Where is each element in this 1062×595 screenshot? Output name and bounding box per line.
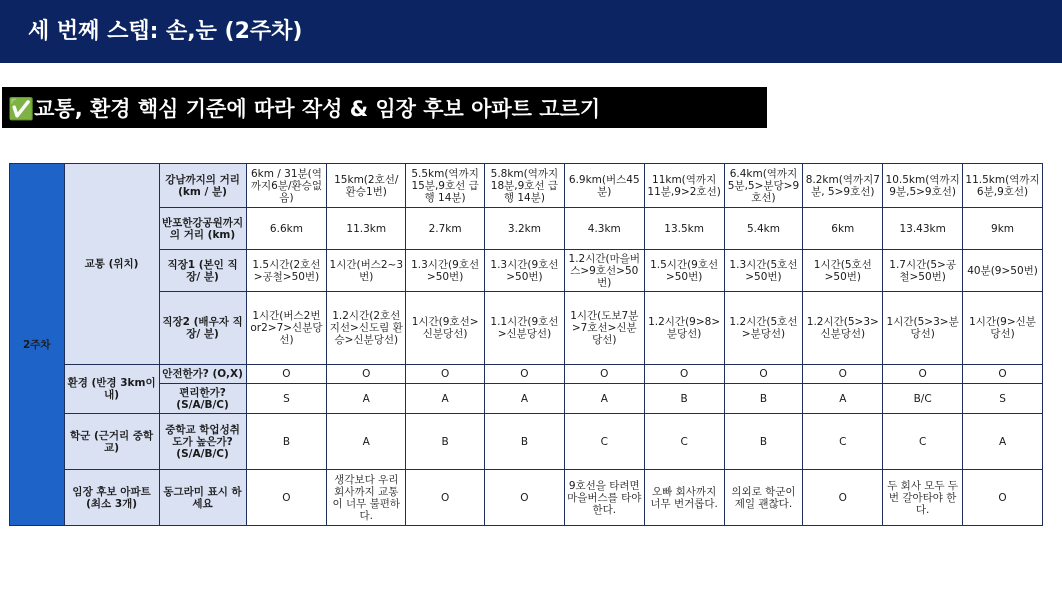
table-cell: 1.3시간(9호선>50번) — [406, 250, 485, 292]
category-candidate: 임장 후보 아파트 (최소 3개) — [64, 470, 159, 526]
row-label-circle-mark: 동그라미 표시 하세요 — [159, 470, 246, 526]
table-cell: 11.3km — [327, 208, 406, 250]
table-cell: 13.5km — [644, 208, 724, 250]
table-cell: A — [327, 414, 406, 470]
table-cell: C — [644, 414, 724, 470]
table-row — [10, 365, 1043, 384]
table-cell: O — [406, 470, 485, 526]
table-cell: 6.9km(버스45분) — [564, 164, 644, 208]
table-cell: O — [485, 365, 565, 384]
page-title: 세 번째 스텝: 손,눈 (2주차) — [28, 19, 303, 44]
table-cell: O — [883, 365, 963, 384]
table-cell: 11.5km(역까지6분,9호선) — [963, 164, 1043, 208]
table-cell: O — [406, 365, 485, 384]
table-cell: 1.2시간(5호선>분당선) — [724, 292, 803, 365]
title-bar — [0, 0, 1062, 63]
table-cell: C — [803, 414, 883, 470]
table-cell: 40분(9>50번) — [963, 250, 1043, 292]
table-cell: 11km(역까지11분,9>2호선) — [644, 164, 724, 208]
row-label-work2: 직장2 (배우자 직장/ 분) — [159, 292, 246, 365]
table-cell: O — [963, 470, 1043, 526]
row-label-hangang-distance: 반포한강공원까지의 거리 (km) — [159, 208, 246, 250]
table-row — [10, 250, 1043, 292]
table-cell: 1.2시간(마을버스>9호선>50번) — [564, 250, 644, 292]
table-cell: 6.6km — [246, 208, 327, 250]
table-cell: B — [644, 384, 724, 414]
table-cell: O — [963, 365, 1043, 384]
table-cell: O — [246, 365, 327, 384]
table-cell: 5.5km(역까지15분,9호선 급행 14분) — [406, 164, 485, 208]
table-row — [10, 384, 1043, 414]
table-cell: A — [564, 384, 644, 414]
table-cell: 1시간(9호선>신분당선) — [406, 292, 485, 365]
table-cell: 1시간(5호선>50번) — [803, 250, 883, 292]
table-cell: 두 회사 모두 두번 갈아타야 한다. — [883, 470, 963, 526]
table-cell: 1.1시간(9호선>신분당선) — [485, 292, 565, 365]
table-cell: 8.2km(역까지7분, 5>9호선) — [803, 164, 883, 208]
category-traffic: 교통 (위치) — [64, 164, 159, 365]
table-cell: 5.4km — [724, 208, 803, 250]
table-cell: 1시간(9>신분당선) — [963, 292, 1043, 365]
table-cell: 10.5km(역까지9분,5>9호선) — [883, 164, 963, 208]
subtitle-banner — [2, 87, 767, 128]
table-cell: 1시간(버스2~3번) — [327, 250, 406, 292]
table-cell: S — [963, 384, 1043, 414]
table-body — [10, 164, 1043, 526]
table-row — [10, 414, 1043, 470]
table-cell: O — [803, 470, 883, 526]
table-cell: 오빠 회사까지 너무 번거롭다. — [644, 470, 724, 526]
row-label-safety: 안전한가? (O,X) — [159, 365, 246, 384]
table-cell: C — [564, 414, 644, 470]
table-cell: 5.8km(역까지18분,9호선 급행 14분) — [485, 164, 565, 208]
table-cell: O — [246, 470, 327, 526]
table-cell: B — [724, 384, 803, 414]
table-row — [10, 292, 1043, 365]
table-cell: 1.7시간(5>공철>50번) — [883, 250, 963, 292]
table-cell: B — [485, 414, 565, 470]
category-environment: 환경 (반경 3km이내) — [64, 365, 159, 414]
table-cell: 1.2시간(2호선 지선>신도림 환승>신분당선) — [327, 292, 406, 365]
row-label-convenience: 편리한가? (S/A/B/C) — [159, 384, 246, 414]
table-cell: 13.43km — [883, 208, 963, 250]
table-cell: 1시간(버스2번or2>7>신분당선) — [246, 292, 327, 365]
table-cell: 1.2시간(9>8>분당선) — [644, 292, 724, 365]
table-cell: 9호선을 타려면 마을버스를 타야한다. — [564, 470, 644, 526]
table-cell: 1.5시간(2호선>공철>50번) — [246, 250, 327, 292]
table-cell: A — [803, 384, 883, 414]
table-cell: 9km — [963, 208, 1043, 250]
table-cell: 1시간(5>3>분당선) — [883, 292, 963, 365]
table-cell: O — [564, 365, 644, 384]
table-cell: 1.5시간(9호선>50번) — [644, 250, 724, 292]
table-cell: A — [327, 384, 406, 414]
table-row — [10, 208, 1043, 250]
criteria-table — [9, 163, 1043, 526]
table-cell: B — [724, 414, 803, 470]
table-cell: 3.2km — [485, 208, 565, 250]
table-cell: A — [963, 414, 1043, 470]
table-cell: 6km / 31분(역까지6분/환승없음) — [246, 164, 327, 208]
row-label-school-achievement: 중학교 학업성취도가 높은가? (S/A/B/C) — [159, 414, 246, 470]
table-cell: O — [485, 470, 565, 526]
page-subtitle: ✅교통, 환경 핵심 기준에 따라 작성 & 임장 후보 아파트 고르기 — [8, 97, 601, 121]
table-cell: 의외로 학군이 제일 괜찮다. — [724, 470, 803, 526]
table-cell: S — [246, 384, 327, 414]
table-cell: 생각보다 우리 회사까지 교통이 너무 불편하다. — [327, 470, 406, 526]
table-cell: 1.2시간(5>3>신분당선) — [803, 292, 883, 365]
table-cell: 6km — [803, 208, 883, 250]
table-cell: 6.4km(역까지5분,5>분당>9호선) — [724, 164, 803, 208]
table-cell: O — [644, 365, 724, 384]
table-cell: B — [246, 414, 327, 470]
table-cell: B/C — [883, 384, 963, 414]
table-cell: A — [485, 384, 565, 414]
row-label-gangnam-distance: 강남까지의 거리 (km / 분) — [159, 164, 246, 208]
table-cell: 4.3km — [564, 208, 644, 250]
table-cell: 1.3시간(5호선>50번) — [724, 250, 803, 292]
table-cell: A — [406, 384, 485, 414]
table-cell: 1시간(도보7분>7호선>신분당선) — [564, 292, 644, 365]
table-cell: 15km(2호선/환승1번) — [327, 164, 406, 208]
row-label-work1: 직장1 (본인 직장/ 분) — [159, 250, 246, 292]
table-cell: O — [803, 365, 883, 384]
table-row — [10, 164, 1043, 208]
table-row — [10, 470, 1043, 526]
table-cell: 1.3시간(9호선>50번) — [485, 250, 565, 292]
week-label: 2주차 — [10, 164, 65, 526]
table-cell: 2.7km — [406, 208, 485, 250]
category-school: 학군 (근거리 중학교) — [64, 414, 159, 470]
table-cell: O — [724, 365, 803, 384]
table-cell: B — [406, 414, 485, 470]
table-cell: O — [327, 365, 406, 384]
table-cell: C — [883, 414, 963, 470]
